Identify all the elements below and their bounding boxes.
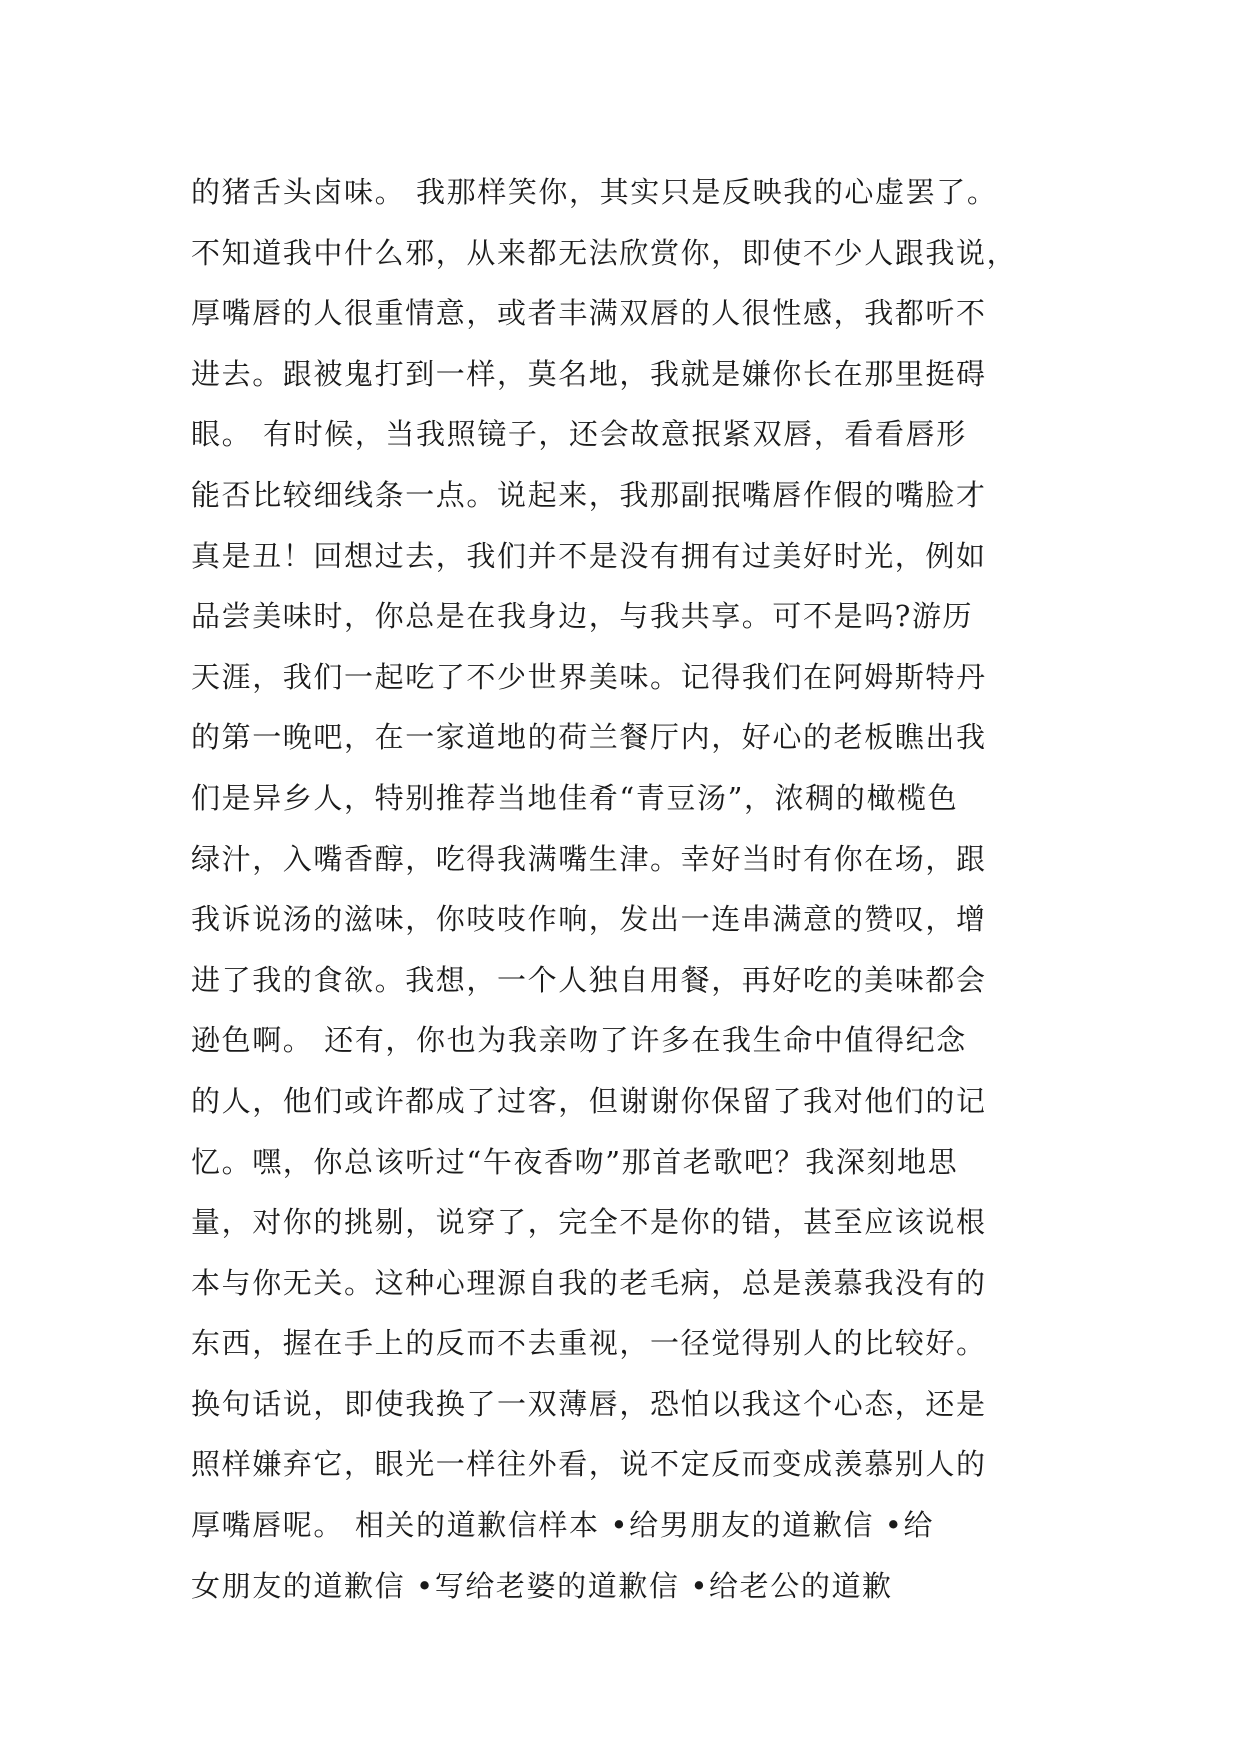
text-line: 东西，握在手上的反而不去重视，一径觉得别人的比较好。: [191, 1326, 987, 1361]
text-line: 忆。嘿，你总该听过“午夜香吻”那首老歌吧？我深刻地思: [191, 1144, 959, 1179]
text-line: 的第一晚吧，在一家道地的荷兰餐厅内，好心的老板瞧出我: [191, 720, 987, 755]
text-line: 不知道我中什么邪，从来都无法欣赏你，即使不少人跟我说，: [191, 235, 1018, 270]
text-line: 眼。 有时候，当我照镜子，还会故意抿紧双唇，看看唇形: [191, 417, 967, 452]
text-line: 逊色啊。 还有，你也为我亲吻了许多在我生命中值得纪念: [191, 1023, 967, 1058]
text-line: 绿汁，入嘴香醇，吃得我满嘴生津。幸好当时有你在场，跟: [191, 841, 987, 876]
body-text: [191, 162, 1071, 1616]
text-line: 本与你无关。这种心理源自我的老毛病，总是羡慕我没有的: [191, 1265, 987, 1300]
text-line: 天涯，我们一起吃了不少世界美味。记得我们在阿姆斯特丹: [191, 659, 987, 694]
text-line: 我诉说汤的滋味，你吱吱作响，发出一连串满意的赞叹，增: [191, 902, 987, 937]
text-line: 量，对你的挑剔，说穿了，完全不是你的错，甚至应该说根: [191, 1205, 987, 1240]
text-line: 厚嘴唇的人很重情意，或者丰满双唇的人很性感，我都听不: [191, 296, 987, 331]
text-line: 的猪舌头卤味。 我那样笑你，其实只是反映我的心虚罢了。: [191, 175, 998, 209]
text-line: 的人，他们或许都成了过客，但谢谢你保留了我对他们的记: [191, 1083, 987, 1118]
text-line: 能否比较细线条一点。说起来，我那副抿嘴唇作假的嘴脸才: [191, 477, 987, 512]
text-line: 照样嫌弃它，眼光一样往外看，说不定反而变成羡慕别人的: [191, 1447, 987, 1482]
text-line: 换句话说，即使我换了一双薄唇，恐怕以我这个心态，还是: [191, 1386, 987, 1421]
text-line: 们是异乡人，特别推荐当地佳肴“青豆汤”，浓稠的橄榄色: [191, 780, 959, 815]
text-line: 厚嘴唇呢。 相关的道歉信样本 •给男朋友的道歉信 •给: [191, 1508, 935, 1543]
text-line: 进了我的食欲。我想，一个人独自用餐，再好吃的美味都会: [191, 962, 987, 997]
text-line: 品尝美味时，你总是在我身边，与我共享。可不是吗?游历: [191, 599, 974, 634]
text-line: 进去。跟被鬼打到一样，莫名地，我就是嫌你长在那里挺碍: [191, 356, 987, 391]
text-line: 真是丑！回想过去，我们并不是没有拥有过美好时光，例如: [191, 538, 987, 573]
text-line: 女朋友的道歉信 •写给老婆的道歉信 •给老公的道歉: [191, 1568, 893, 1603]
